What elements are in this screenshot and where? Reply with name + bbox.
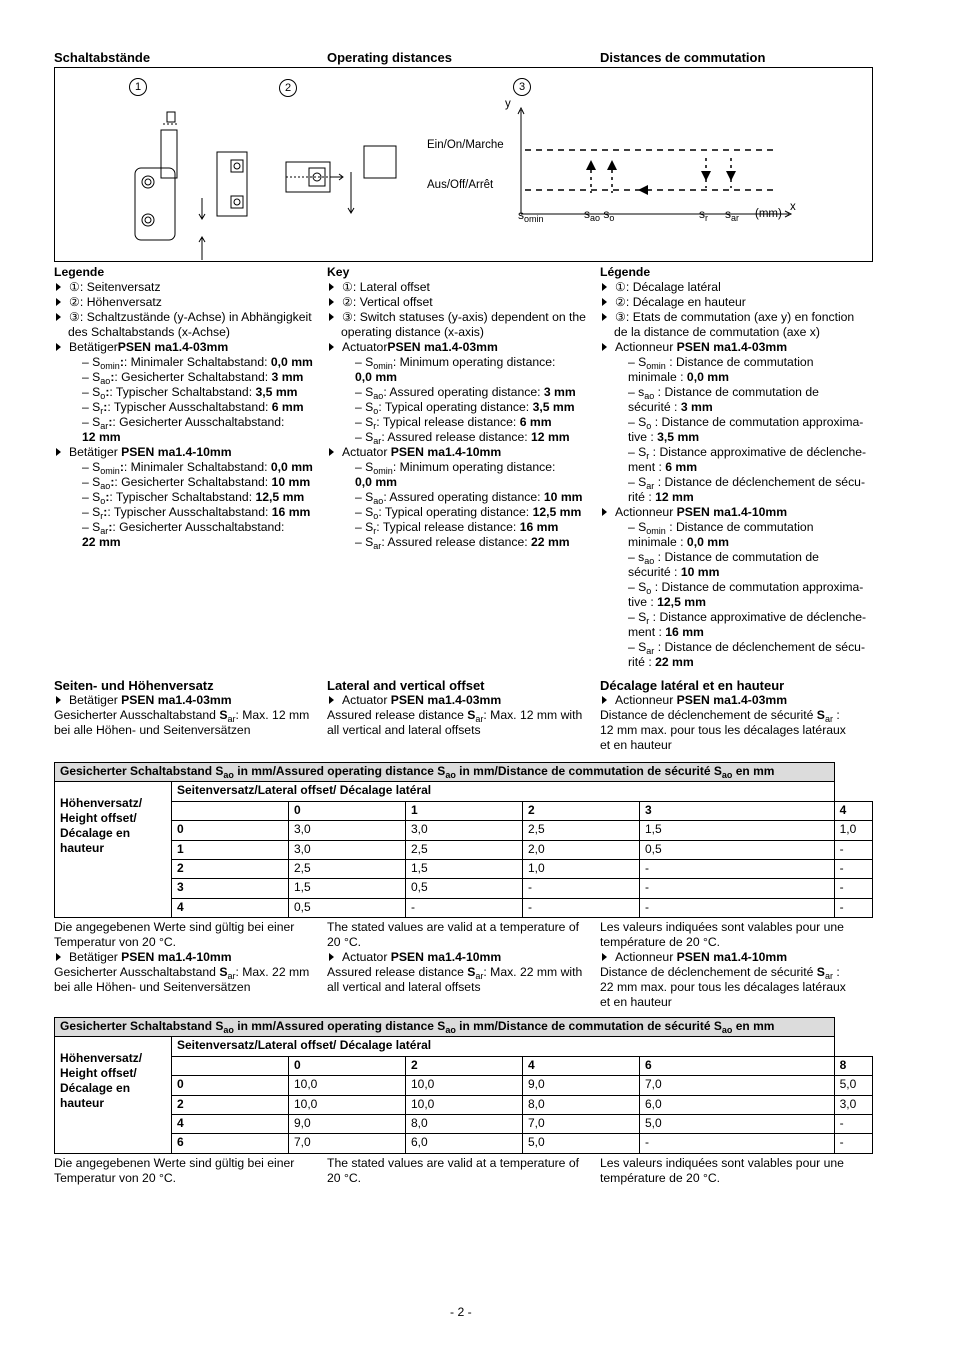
header-de: Schaltabstände — [54, 50, 151, 65]
switching-state-chart — [518, 108, 791, 217]
key-title: Legende — [54, 265, 105, 279]
table-row: 1 3,0 2,5 2,0 0,5 - — [55, 840, 873, 859]
column-header: 4 — [834, 801, 872, 820]
unit-label: (mm) — [755, 208, 782, 220]
spec-omin: – $S_{omin}$:: Minimaler Schaltabstand: 0,0 mm — [82, 355, 313, 371]
table-row: 6 7,0 6,0 5,0 - - — [55, 1134, 873, 1153]
state-on-label: Ein/On/Marche — [427, 139, 504, 151]
table-row: 3 1,5 0,5 - - - — [55, 879, 873, 898]
height-offset-label: Höhenversatz/ Height offset/ Décalage en hauteur — [55, 782, 172, 918]
note-de: Die angegebenen Werte sind gültig bei einer Temperatur von 20 °C. — [54, 1156, 295, 1185]
note-fr: Les valeurs indiquées sont valables pour une température de 20 °C. — [600, 1156, 844, 1185]
spec-ao: – $S_{ao}$:: Gesicherter Schaltabstand: 3 mm — [82, 370, 304, 386]
table-cell: 1,0 — [834, 821, 872, 840]
key-item: ③: Schaltzustände (y-Achse) in Abhängigkeit — [54, 310, 322, 325]
table-cell: 3,0 — [834, 1095, 872, 1114]
offset-table-10: Gesicherter Schaltabstand $S_{ao}$ in mm/Assured operating distance $S_{ao}$ in mm/Distance de commutation de sécurité $S_{ao}$ en mm Höhenversatz/ Height offset/ Décalage en hauteur Seitenversatz/Lateral offset/ Décalage latéral 0 2 4 6 8 0 10,0 10,0 9,0 7,0 5,0 2 10,0 10,0 8,0 6,0 3,0 4 9,0 8,0 7,0 5,0 - 6 7,0 6,0 5,0 - - — [54, 1017, 873, 1154]
figure-drawing — [55, 68, 874, 263]
offset-de-2: Die angegebenen Werte sind gültig bei einer Temperatur von 20 °C. Betätiger PSEN ma1.4-10mm Gesicherter Ausschaltabstand $S_{ar}$: Max. 22 mm bei alle Höhen- und Seitenversätzen — [54, 920, 310, 994]
offset-de-1: Seiten- und Höhenversatz Betätiger PSEN ma1.4-03mm Gesicherter Ausschaltabstand $S_{ar}$: Max. 12 mm bei alle Höhen- und Seitenversätzen — [54, 678, 310, 737]
key-en: Key ①: Lateral offset ②: Vertical offset ③: Switch statuses (y-axis) dependent on the operating distance (x-axis) ActuatorPSEN ma1.4-03mm – $S_{omin}$: Minimum operating distance: 0,0 mm – $S_{ao}$: Assured operating distance: 3 mm – $S_o$: Typical operating distance: 3,5 mm – $S_r$: Typical release distance: 6 mm – $S_{ar}$: Assured release distance: 12 mm Actuator PSEN ma1.4-10mm – $S_{omin}$: Minimum operating distance: 0,0 mm – $S_{ao}$: Assured operating distance: 10 mm – $S_o$: Typical operating distance: 12,5 mm – $S_r$: Typical release distance: 16 mm – $S_{ar}$: Assured release distance: 22 mm — [327, 265, 586, 551]
s-omin-label: $s_{omin}$ — [518, 208, 544, 224]
table-row: 4 9,0 8,0 7,0 5,0 - — [55, 1114, 873, 1133]
x-axis-label: x — [790, 201, 796, 213]
offset-en-2: The stated values are valid at a temperature of 20 °C. Actuator PSEN ma1.4-10mm Assured release distance $S_{ar}$: Max. 22 mm with all vertical and lateral offsets — [327, 920, 583, 994]
operating-distance-figure — [54, 67, 873, 262]
table-cell: - — [834, 898, 872, 917]
key-item-cont: des Schaltabstands (x-Achse) — [68, 325, 230, 339]
offset-en-1: Lateral and vertical offset Actuator PSEN ma1.4-03mm Assured release distance $S_{ar}$: Max. 12 mm with all vertical and lateral offsets — [327, 678, 583, 737]
table-caption: Gesicherter Schaltabstand $S_{ao}$ in mm/Assured operating distance $S_{ao}$ in mm/Distance de commutation de sécurité $S_{ao}$ en mm — [55, 763, 835, 782]
table-row: 2 2,5 1,5 1,0 - - — [55, 859, 873, 878]
table-cell: - — [834, 1134, 872, 1153]
table-cell: - — [834, 879, 872, 898]
actuator-10: Betätiger PSEN ma1.4-10mm — [54, 445, 322, 460]
spec-r: – $S_r$:: Typischer Ausschaltabstand: 6 mm — [82, 400, 304, 416]
key-de: Legende ①: Seitenversatz ②: Höhenversatz ③: Schaltzustände (y-Achse) in Abhängigkeit des Schaltabstands (x-Achse) BetätigerPSEN ma1.4-03mm – $S_{omin}$:: Minimaler Schaltabstand: 0,0 mm – $S_{ao}$:: Gesicherter Schaltabstand: 3 mm – $S_o$:: Typischer Schaltabstand: 3,5 mm – $S_r$:: Typischer Ausschaltabstand: 6 mm – $S_{ar}$:: Gesicherter Ausschaltabstand: 12 mm Betätiger PSEN ma1.4-10mm – $S_{omin}$:: Minimaler Schaltabstand: 0,0 mm – $S_{ao}$:: Gesicherter Schaltabstand: 10 mm – $S_o$:: Typischer Schaltabstand: 12,5 mm – $S_r$:: Typischer Ausschaltabstand: 16 mm – $S_{ar}$:: Gesicherter Ausschaltabstand: 22 mm — [54, 265, 322, 550]
s-ar-label: $s_{ar}$ — [725, 207, 740, 223]
offset-table-03: Gesicherter Schaltabstand $S_{ao}$ in mm/Assured operating distance $S_{ao}$ in mm/Distance de commutation de sécurité $S_{ao}$ en mm Höhenversatz/ Height offset/ Décalage en hauteur Seitenversatz/Lateral offset/ Décalage latéral 0 1 2 3 4 0 3,0 3,0 2,5 1,5 1,0 1 3,0 2,5 2,0 0,5 - 2 2,5 1,5 1,0 - - 3 1,5 0,5 - - - 4 0,5 - - - - — [54, 762, 873, 918]
column-header: 8 — [834, 1056, 872, 1075]
s-ao-label: $s_{ao}$ $s_o$ — [584, 207, 615, 223]
key-fr: Légende ①: Décalage latéral ②: Décalage en hauteur ③: Etats de commutation (axe y) en fonction de la distance de commutation (axe x) Actionneur PSEN ma1.4-03mm – $S_{omin}$ : Distance de commutation minimale : 0,0 mm – $s_{ao}$ : Distance de commutation de sécurité : 3 mm – $S_o$ : Distance de commutation approxima- tive : 3,5 mm – $S_r$ : Distance approximative de déclenche- ment : 6 mm – $S_{ar}$ : Distance de déclenchement de sécu- rité : 12 mm Actionneur PSEN ma1.4-10mm – $S_{omin}$ : Distance de commutation minimale : 0,0 mm – $s_{ao}$ : Distance de commutation de sécurité : 10 mm – $S_o$ : Distance de commutation approxima- tive : 12,5 mm – $S_r$ : Distance approximative de déclenche- ment : 16 mm – $S_{ar}$ : Distance de déclenchement de sécu- rité : 22 mm — [600, 265, 867, 669]
state-off-label: Aus/Off/Arrêt — [427, 179, 494, 191]
s-r-label: $s_r$ — [699, 207, 708, 223]
header-en: Operating distances — [327, 50, 452, 65]
table-row: 0 3,0 3,0 2,5 1,5 1,0 — [55, 821, 873, 840]
marker-3: 3 — [513, 78, 531, 96]
offset-fr-2: Les valeurs indiquées sont valables pour une température de 20 °C. Actionneur PSEN ma1.4-10mm Distance de déclenchement de sécurité $S_{ar}$ : 22 mm max. pour tous les décalages latéraux et en hauteur — [600, 920, 846, 1009]
table-row: 0 10,0 10,0 9,0 7,0 5,0 — [55, 1076, 873, 1095]
spec-ar: – $S_{ar}$:: Gesicherter Ausschaltabstand: — [82, 415, 285, 431]
spec-o: – $S_o$:: Typischer Schaltabstand: 3,5 mm — [82, 385, 298, 401]
marker-2: 2 — [279, 79, 297, 97]
header-fr: Distances de commutation — [600, 50, 766, 65]
offset-fr-1: Décalage latéral et en hauteur Actionneur PSEN ma1.4-03mm Distance de déclenchement de sécurité $S_{ar}$ : 12 mm max. pour tous les décalages latéraux et en hauteur — [600, 678, 846, 752]
table-cell: 5,0 — [834, 1076, 872, 1095]
sensor-icon — [135, 112, 205, 260]
table-cell: - — [834, 1114, 872, 1133]
table-cell: - — [834, 840, 872, 859]
actuator-icon — [217, 152, 247, 216]
table-row: 2 10,0 10,0 8,0 6,0 3,0 — [55, 1095, 873, 1114]
actuator-03: BetätigerPSEN ma1.4-03mm — [54, 340, 322, 355]
sensor-2-icon — [286, 146, 396, 213]
key-item: ①: Seitenversatz — [54, 280, 322, 295]
y-axis-label: y — [505, 98, 511, 110]
key-item: ②: Höhenversatz — [54, 295, 322, 310]
page-number: - 2 - — [450, 1305, 472, 1319]
note-en: The stated values are valid at a temperature of 20 °C. — [327, 1156, 580, 1185]
marker-1: 1 — [129, 78, 147, 96]
table-row: 4 0,5 - - - - — [55, 898, 873, 917]
table-cell: - — [834, 859, 872, 878]
